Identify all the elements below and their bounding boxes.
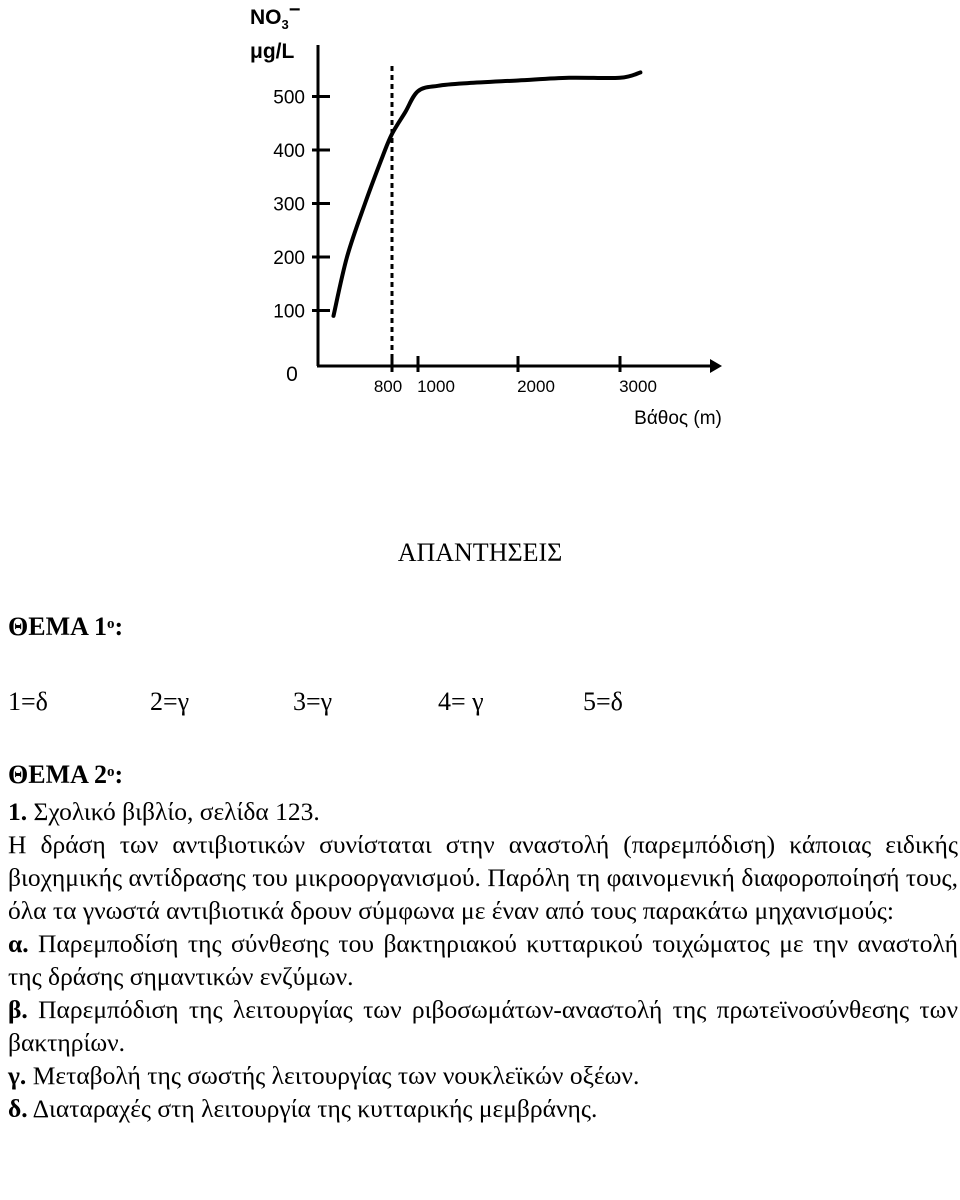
theme-2-heading [8, 758, 123, 791]
list-marker: β. [8, 995, 28, 1024]
question-ref-text: Σχολικό βιβλίο, σελίδα 123. [27, 797, 320, 826]
y-tick-label: 500 [273, 87, 305, 109]
answer-item: 4= γ [438, 687, 484, 716]
list-item [8, 1059, 958, 1092]
list-item-text: Μεταβολή της σωστής λειτουργίας των νουκλεϊκών οξέων. [26, 1061, 640, 1090]
list-marker: δ. [8, 1094, 28, 1123]
list-item-text: Παρεμποδίση της σύνθεσης του βακτηριακού κυτταρικού τοιχώματος με την αναστολή της δράσης σημαντικών ενζύμων. [8, 929, 958, 991]
answer-item: 5=δ [583, 687, 623, 716]
list-item-text: Παρεμπόδιση της λειτουργίας των ριβοσωμάτων-αναστολή της πρωτεϊνοσύνθεσης των βακτηρίων. [8, 995, 958, 1057]
list-marker: γ. [8, 1061, 27, 1090]
y-tick-label: 400 [273, 141, 305, 162]
answers-row [8, 685, 948, 719]
y-axis-unit-label: μg/L [250, 40, 295, 63]
page-title: ΑΠΑΝΤΗΣΕΙΣ [397, 538, 563, 567]
theme-1-colon: : [114, 612, 124, 641]
theme-2-label: ΘΕΜΑ 2 [8, 760, 107, 789]
x-tick-label: 3000 [619, 377, 657, 396]
theme-1-ordinal: ο [106, 616, 115, 632]
answer-item: 1=δ [8, 687, 48, 716]
answer-body [8, 795, 958, 1125]
question-reference [8, 795, 958, 828]
y-tick-label: 300 [273, 194, 305, 216]
answer-item: 3=γ [293, 687, 333, 716]
list-item [8, 1092, 958, 1125]
list-item [8, 927, 958, 993]
question-number: 1. [8, 797, 28, 826]
theme-1-label: ΘΕΜΑ 1 [8, 612, 107, 641]
list-marker: α. [8, 929, 29, 958]
x-axis-label: Βάθος (m) [634, 408, 722, 429]
y-tick-label: 100 [273, 301, 305, 323]
y-tick-label: 200 [273, 248, 305, 269]
y-axis-label: $NO_3-$ [250, 0, 301, 32]
y-zero-label: 0 [286, 363, 298, 386]
list-item [8, 993, 958, 1059]
x-tick-label: 2000 [517, 377, 555, 396]
list-item-text: Διαταραχές στη λειτουργία της κυτταρικής μεμβράνης. [27, 1094, 598, 1123]
theme-1-heading [8, 610, 123, 643]
answer-item: 2=γ [150, 687, 190, 716]
answer-paragraph: Η δράση των αντιβιοτικών συνίσταται στην αναστολή (παρεμπόδιση) κάποιας ειδικής βιοχημικής αντίδρασης του μικροοργανισμού. Παρόλη τη φαινομενική διαφοροποίησή τους, όλα τα γνωστά αντιβιοτικά δρουν σύμφωνα με έναν από τους παρακάτω μηχανισμούς: [8, 830, 958, 925]
x-tick-label: 800 [373, 377, 403, 396]
theme-2-colon: : [114, 760, 124, 789]
theme-2-ordinal: ο [106, 764, 115, 780]
x-tick-label: 1000 [417, 377, 455, 396]
